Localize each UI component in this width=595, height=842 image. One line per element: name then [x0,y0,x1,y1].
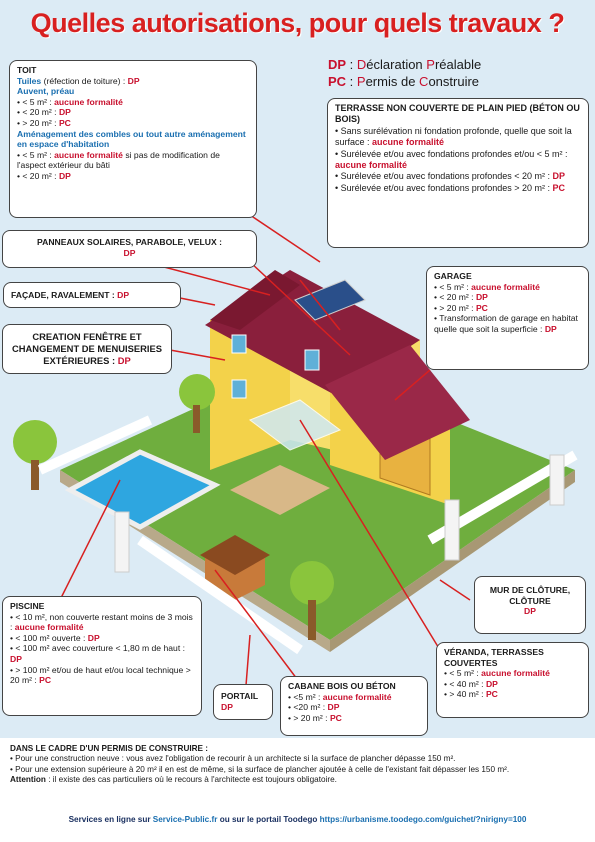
tree [179,374,215,410]
panneaux-box: PANNEAUX SOLAIRES, PARABOLE, VELUX : DP [2,230,257,268]
bottom-heading: DANS LE CADRE D'UN PERMIS DE CONSTRUIRE : [10,744,209,753]
terrasse-box: TERRASSE NON COUVERTE DE PLAIN PIED (BÉTON OU BOIS) • Sans surélévation ni fondation profonde, quelle que soit la surface : aucune formalité • Surélevée et/ou avec fondations profondes et/ou < 5 m² : aucune formalité • Surélevée et/ou avec fondations profondes < 20 m² : DP • Surélevée et/ou avec fondations profondes > 20 m² : PC [327,98,589,248]
fence-pillar [445,500,459,560]
tree-trunk [193,405,200,433]
bottom-line-1: • Pour une construction neuve : vous avez l'obligation de recourir à un architecte si la surface de plancher dépasse 150 m². [10,754,456,764]
toit-box: TOIT Tuiles (réfection de toiture) : DP Auvent, préau • < 5 m² : aucune formalité • < 20 m² : DP • > 20 m² : PC Aménagement des combles ou tout autre aménagement en espace d'habitation • < 5 m² : aucune formalité si pas de modification de l'aspect extérieur du bâti • < 20 m² : DP [9,60,257,218]
window [232,380,246,398]
legend-pc: PC : Permis de Construire [328,74,480,89]
mur-box: MUR DE CLÔTURE, CLÔTURE DP [474,576,586,634]
fence-pillar [115,512,129,572]
bottom-panel [0,738,595,842]
legend-dp: DP : Déclaration Préalable [328,57,482,72]
piscine-box: PISCINE • < 10 m², non couverte restant moins de 3 mois : aucune formalité • < 100 m² ouverte : DP • < 100 m² avec couverture < 1,80 m de haut : DP • > 100 m² et/ou de haut et/ou local technique > 20 m² : PC [2,596,202,716]
bottom-attention: Attention : il existe des cas particuliers où le recours à l'architecte est toujours obligatoire. [10,774,337,784]
tree-trunk [31,460,39,490]
fenetre-box: CREATION FENÊTRE ET CHANGEMENT DE MENUISERIES EXTÉRIEURES : DP [2,324,172,374]
bottom-line-2: • Pour une extension supérieure à 20 m² il en est de même, si la surface de plancher ajoutée à celle de l'existant fait dépasser les 150 m². [10,764,510,774]
tree [13,420,57,464]
veranda-box: VÉRANDA, TERRASSES COUVERTES • < 5 m² : aucune formalité • < 40 m² : DP • > 40 m² : PC [436,642,589,718]
garage-box: GARAGE • < 5 m² : aucune formalité • < 20 m² : DP • > 20 m² : PC • Transformation de garage en habitat quelle que soit la superficie : DP [426,266,589,370]
facade-box: FAÇADE, RAVALEMENT : DP [3,282,181,308]
page-title: Quelles autorisations, pour quels travaux ? [30,8,565,38]
tree-trunk [308,600,316,640]
window [305,350,319,370]
fence-pillar [550,455,564,505]
legend [328,56,481,90]
portail-box: PORTAIL DP [213,684,273,720]
cabane-box: CABANE BOIS OU BÉTON • <5 m² : aucune formalité • <20 m² : DP • > 20 m² : PC [280,676,428,736]
window [232,335,246,353]
tree [290,561,334,605]
footer: Services en ligne sur Service-Public.fr ou sur le portail Toodego https://urbanisme.toodego.com/guichet/?nirigny=100 [68,815,527,824]
toodego-link[interactable]: https://urbanisme.toodego.com/guichet/?nirigny=100 [319,815,527,824]
service-public-link[interactable]: Service-Public.fr [152,815,218,824]
